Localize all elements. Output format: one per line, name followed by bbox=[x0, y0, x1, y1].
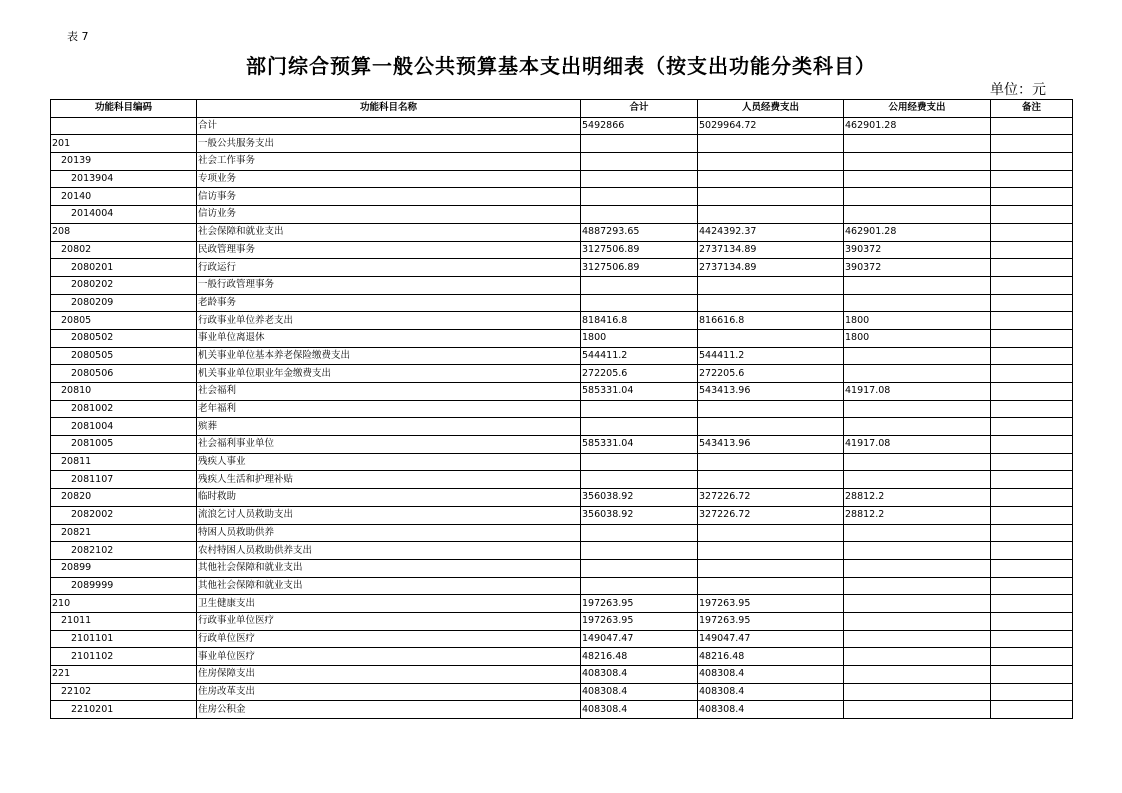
cell-note bbox=[991, 471, 1073, 489]
header-note: 备注 bbox=[991, 100, 1073, 118]
cell-personnel bbox=[698, 135, 844, 153]
cell-total bbox=[581, 294, 698, 312]
cell-personnel: 2737134.89 bbox=[698, 241, 844, 259]
table-row bbox=[51, 524, 1073, 542]
cell-personnel: 272205.6 bbox=[698, 365, 844, 383]
cell-personnel: 544411.2 bbox=[698, 347, 844, 365]
cell-personnel: 327226.72 bbox=[698, 489, 844, 507]
cell-personnel: 543413.96 bbox=[698, 383, 844, 401]
table-row bbox=[51, 612, 1073, 630]
table-row bbox=[51, 701, 1073, 719]
cell-public bbox=[844, 453, 991, 471]
cell-total: 356038.92 bbox=[581, 506, 698, 524]
cell-note bbox=[991, 223, 1073, 241]
cell-personnel bbox=[698, 153, 844, 171]
table-row bbox=[51, 506, 1073, 524]
cell-personnel bbox=[698, 188, 844, 206]
table-row bbox=[51, 489, 1073, 507]
cell-code: 20805 bbox=[51, 312, 197, 330]
table-row bbox=[51, 577, 1073, 595]
table-row bbox=[51, 188, 1073, 206]
header-personnel: 人员经费支出 bbox=[698, 100, 844, 118]
cell-public bbox=[844, 542, 991, 560]
cell-personnel: 408308.4 bbox=[698, 701, 844, 719]
cell-personnel: 197263.95 bbox=[698, 595, 844, 613]
unit-label: 单位：元 bbox=[990, 82, 1046, 98]
cell-note bbox=[991, 630, 1073, 648]
cell-total: 5492866 bbox=[581, 117, 698, 135]
cell-note bbox=[991, 400, 1073, 418]
cell-personnel bbox=[698, 542, 844, 560]
table-row bbox=[51, 329, 1073, 347]
cell-note bbox=[991, 383, 1073, 401]
cell-note bbox=[991, 276, 1073, 294]
cell-name: 合计 bbox=[197, 117, 581, 135]
cell-personnel: 5029964.72 bbox=[698, 117, 844, 135]
cell-total: 818416.8 bbox=[581, 312, 698, 330]
cell-note bbox=[991, 259, 1073, 277]
cell-code: 2081002 bbox=[51, 400, 197, 418]
cell-name: 老龄事务 bbox=[197, 294, 581, 312]
cell-total: 149047.47 bbox=[581, 630, 698, 648]
cell-public bbox=[844, 612, 991, 630]
cell-code: 2080209 bbox=[51, 294, 197, 312]
cell-personnel: 4424392.37 bbox=[698, 223, 844, 241]
cell-total: 197263.95 bbox=[581, 595, 698, 613]
cell-total bbox=[581, 524, 698, 542]
cell-personnel: 327226.72 bbox=[698, 506, 844, 524]
cell-code: 2014004 bbox=[51, 206, 197, 224]
cell-code: 21011 bbox=[51, 612, 197, 630]
cell-code: 20140 bbox=[51, 188, 197, 206]
table-row bbox=[51, 170, 1073, 188]
cell-note bbox=[991, 559, 1073, 577]
table-row bbox=[51, 418, 1073, 436]
cell-public bbox=[844, 559, 991, 577]
table-row bbox=[51, 206, 1073, 224]
cell-code: 208 bbox=[51, 223, 197, 241]
table-row bbox=[51, 595, 1073, 613]
cell-note bbox=[991, 170, 1073, 188]
cell-name: 事业单位医疗 bbox=[197, 648, 581, 666]
cell-public: 390372 bbox=[844, 241, 991, 259]
cell-name: 行政单位医疗 bbox=[197, 630, 581, 648]
table-row bbox=[51, 471, 1073, 489]
cell-note bbox=[991, 312, 1073, 330]
table-row bbox=[51, 365, 1073, 383]
cell-note bbox=[991, 506, 1073, 524]
cell-public bbox=[844, 188, 991, 206]
table-row bbox=[51, 241, 1073, 259]
table-row bbox=[51, 453, 1073, 471]
cell-code: 2013904 bbox=[51, 170, 197, 188]
cell-note bbox=[991, 489, 1073, 507]
table-row bbox=[51, 559, 1073, 577]
table-row bbox=[51, 648, 1073, 666]
cell-note bbox=[991, 135, 1073, 153]
cell-code: 2089999 bbox=[51, 577, 197, 595]
cell-public: 28812.2 bbox=[844, 489, 991, 507]
cell-code: 2081107 bbox=[51, 471, 197, 489]
cell-total: 3127506.89 bbox=[581, 259, 698, 277]
cell-public: 41917.08 bbox=[844, 383, 991, 401]
cell-code: 2082102 bbox=[51, 542, 197, 560]
cell-total: 356038.92 bbox=[581, 489, 698, 507]
cell-code: 221 bbox=[51, 666, 197, 684]
cell-personnel: 48216.48 bbox=[698, 648, 844, 666]
cell-personnel bbox=[698, 294, 844, 312]
cell-personnel bbox=[698, 471, 844, 489]
cell-total: 1800 bbox=[581, 329, 698, 347]
cell-personnel bbox=[698, 206, 844, 224]
cell-public: 1800 bbox=[844, 312, 991, 330]
cell-public: 462901.28 bbox=[844, 117, 991, 135]
cell-code bbox=[51, 117, 197, 135]
page-title: 部门综合预算一般公共预算基本支出明细表（按支出功能分类科目） bbox=[246, 54, 876, 78]
cell-public bbox=[844, 206, 991, 224]
cell-code: 2210201 bbox=[51, 701, 197, 719]
cell-name: 行政运行 bbox=[197, 259, 581, 277]
cell-total bbox=[581, 400, 698, 418]
cell-public: 390372 bbox=[844, 259, 991, 277]
cell-personnel bbox=[698, 329, 844, 347]
cell-public bbox=[844, 683, 991, 701]
table-row bbox=[51, 400, 1073, 418]
header-row bbox=[51, 100, 1073, 118]
header-name: 功能科目名称 bbox=[197, 100, 581, 118]
cell-personnel: 543413.96 bbox=[698, 436, 844, 454]
cell-total: 197263.95 bbox=[581, 612, 698, 630]
cell-name: 卫生健康支出 bbox=[197, 595, 581, 613]
cell-personnel: 149047.47 bbox=[698, 630, 844, 648]
table-row bbox=[51, 117, 1073, 135]
cell-personnel bbox=[698, 170, 844, 188]
cell-total bbox=[581, 559, 698, 577]
cell-public: 41917.08 bbox=[844, 436, 991, 454]
cell-personnel: 408308.4 bbox=[698, 683, 844, 701]
cell-name: 农村特困人员救助供养支出 bbox=[197, 542, 581, 560]
cell-total bbox=[581, 418, 698, 436]
cell-note bbox=[991, 294, 1073, 312]
cell-public bbox=[844, 170, 991, 188]
table-row bbox=[51, 312, 1073, 330]
cell-note bbox=[991, 524, 1073, 542]
cell-total bbox=[581, 206, 698, 224]
cell-public bbox=[844, 365, 991, 383]
cell-total: 408308.4 bbox=[581, 701, 698, 719]
cell-note bbox=[991, 595, 1073, 613]
budget-table bbox=[50, 99, 1073, 719]
cell-total: 3127506.89 bbox=[581, 241, 698, 259]
cell-total bbox=[581, 453, 698, 471]
cell-name: 民政管理事务 bbox=[197, 241, 581, 259]
cell-total: 4887293.65 bbox=[581, 223, 698, 241]
cell-code: 20810 bbox=[51, 383, 197, 401]
cell-public bbox=[844, 294, 991, 312]
cell-total: 585331.04 bbox=[581, 436, 698, 454]
cell-personnel: 197263.95 bbox=[698, 612, 844, 630]
table-row bbox=[51, 153, 1073, 171]
cell-code: 2081005 bbox=[51, 436, 197, 454]
table-row bbox=[51, 276, 1073, 294]
cell-total bbox=[581, 188, 698, 206]
table-row bbox=[51, 135, 1073, 153]
table-row bbox=[51, 294, 1073, 312]
table-row bbox=[51, 666, 1073, 684]
cell-name: 老年福利 bbox=[197, 400, 581, 418]
cell-code: 22102 bbox=[51, 683, 197, 701]
table-row bbox=[51, 223, 1073, 241]
cell-name: 机关事业单位基本养老保险缴费支出 bbox=[197, 347, 581, 365]
table-row bbox=[51, 259, 1073, 277]
cell-total: 408308.4 bbox=[581, 666, 698, 684]
cell-total: 544411.2 bbox=[581, 347, 698, 365]
cell-note bbox=[991, 188, 1073, 206]
cell-name: 社会工作事务 bbox=[197, 153, 581, 171]
cell-note bbox=[991, 117, 1073, 135]
cell-personnel: 2737134.89 bbox=[698, 259, 844, 277]
cell-note bbox=[991, 577, 1073, 595]
cell-public bbox=[844, 418, 991, 436]
table-row bbox=[51, 383, 1073, 401]
cell-name: 流浪乞讨人员救助支出 bbox=[197, 506, 581, 524]
cell-code: 2081004 bbox=[51, 418, 197, 436]
cell-code: 20139 bbox=[51, 153, 197, 171]
cell-name: 事业单位离退休 bbox=[197, 329, 581, 347]
cell-name: 临时救助 bbox=[197, 489, 581, 507]
cell-personnel bbox=[698, 559, 844, 577]
cell-name: 住房公积金 bbox=[197, 701, 581, 719]
cell-total bbox=[581, 471, 698, 489]
table-row bbox=[51, 436, 1073, 454]
cell-name: 一般行政管理事务 bbox=[197, 276, 581, 294]
cell-total bbox=[581, 542, 698, 560]
cell-public: 28812.2 bbox=[844, 506, 991, 524]
cell-name: 残疾人生活和护理补贴 bbox=[197, 471, 581, 489]
cell-code: 2080201 bbox=[51, 259, 197, 277]
cell-code: 20811 bbox=[51, 453, 197, 471]
header-code: 功能科目编码 bbox=[51, 100, 197, 118]
table-body bbox=[51, 117, 1073, 718]
cell-name: 特困人员救助供养 bbox=[197, 524, 581, 542]
cell-personnel: 408308.4 bbox=[698, 666, 844, 684]
cell-personnel bbox=[698, 577, 844, 595]
cell-note bbox=[991, 648, 1073, 666]
cell-total bbox=[581, 135, 698, 153]
cell-code: 20820 bbox=[51, 489, 197, 507]
cell-total: 272205.6 bbox=[581, 365, 698, 383]
cell-total: 408308.4 bbox=[581, 683, 698, 701]
cell-personnel bbox=[698, 400, 844, 418]
cell-note bbox=[991, 666, 1073, 684]
cell-total: 585331.04 bbox=[581, 383, 698, 401]
cell-public bbox=[844, 648, 991, 666]
table-row bbox=[51, 683, 1073, 701]
cell-name: 社会保障和就业支出 bbox=[197, 223, 581, 241]
cell-code: 20821 bbox=[51, 524, 197, 542]
cell-note bbox=[991, 365, 1073, 383]
cell-public bbox=[844, 630, 991, 648]
cell-note bbox=[991, 153, 1073, 171]
table-number: 表 7 bbox=[67, 30, 89, 43]
header-public: 公用经费支出 bbox=[844, 100, 991, 118]
cell-name: 一般公共服务支出 bbox=[197, 135, 581, 153]
cell-name: 社会福利事业单位 bbox=[197, 436, 581, 454]
cell-note bbox=[991, 701, 1073, 719]
cell-public bbox=[844, 595, 991, 613]
cell-public bbox=[844, 471, 991, 489]
cell-code: 2101102 bbox=[51, 648, 197, 666]
cell-code: 2082002 bbox=[51, 506, 197, 524]
cell-public: 1800 bbox=[844, 329, 991, 347]
cell-public bbox=[844, 347, 991, 365]
cell-code: 20802 bbox=[51, 241, 197, 259]
cell-name: 机关事业单位职业年金缴费支出 bbox=[197, 365, 581, 383]
table-row bbox=[51, 542, 1073, 560]
cell-total bbox=[581, 153, 698, 171]
cell-personnel bbox=[698, 276, 844, 294]
cell-total bbox=[581, 276, 698, 294]
cell-public bbox=[844, 400, 991, 418]
cell-name: 行政事业单位医疗 bbox=[197, 612, 581, 630]
cell-public bbox=[844, 701, 991, 719]
table-row bbox=[51, 347, 1073, 365]
cell-note bbox=[991, 436, 1073, 454]
cell-code: 201 bbox=[51, 135, 197, 153]
cell-public: 462901.28 bbox=[844, 223, 991, 241]
cell-note bbox=[991, 683, 1073, 701]
cell-personnel: 816616.8 bbox=[698, 312, 844, 330]
cell-public bbox=[844, 135, 991, 153]
table-row bbox=[51, 630, 1073, 648]
cell-total bbox=[581, 577, 698, 595]
cell-name: 其他社会保障和就业支出 bbox=[197, 559, 581, 577]
cell-note bbox=[991, 241, 1073, 259]
cell-name: 住房保障支出 bbox=[197, 666, 581, 684]
cell-note bbox=[991, 418, 1073, 436]
cell-name: 住房改革支出 bbox=[197, 683, 581, 701]
cell-name: 信访事务 bbox=[197, 188, 581, 206]
cell-code: 2080202 bbox=[51, 276, 197, 294]
cell-note bbox=[991, 453, 1073, 471]
cell-code: 2101101 bbox=[51, 630, 197, 648]
cell-public bbox=[844, 524, 991, 542]
header-total: 合计 bbox=[581, 100, 698, 118]
cell-personnel bbox=[698, 524, 844, 542]
cell-total bbox=[581, 170, 698, 188]
cell-code: 2080502 bbox=[51, 329, 197, 347]
cell-code: 210 bbox=[51, 595, 197, 613]
cell-note bbox=[991, 347, 1073, 365]
cell-personnel bbox=[698, 453, 844, 471]
cell-note bbox=[991, 542, 1073, 560]
cell-note bbox=[991, 612, 1073, 630]
cell-public bbox=[844, 153, 991, 171]
cell-code: 2080506 bbox=[51, 365, 197, 383]
cell-personnel bbox=[698, 418, 844, 436]
cell-code: 20899 bbox=[51, 559, 197, 577]
cell-public bbox=[844, 577, 991, 595]
cell-public bbox=[844, 666, 991, 684]
cell-code: 2080505 bbox=[51, 347, 197, 365]
cell-name: 信访业务 bbox=[197, 206, 581, 224]
cell-name: 残疾人事业 bbox=[197, 453, 581, 471]
cell-name: 专项业务 bbox=[197, 170, 581, 188]
cell-name: 行政事业单位养老支出 bbox=[197, 312, 581, 330]
cell-note bbox=[991, 329, 1073, 347]
cell-name: 其他社会保障和就业支出 bbox=[197, 577, 581, 595]
cell-public bbox=[844, 276, 991, 294]
cell-name: 社会福利 bbox=[197, 383, 581, 401]
cell-total: 48216.48 bbox=[581, 648, 698, 666]
cell-note bbox=[991, 206, 1073, 224]
cell-name: 殡葬 bbox=[197, 418, 581, 436]
